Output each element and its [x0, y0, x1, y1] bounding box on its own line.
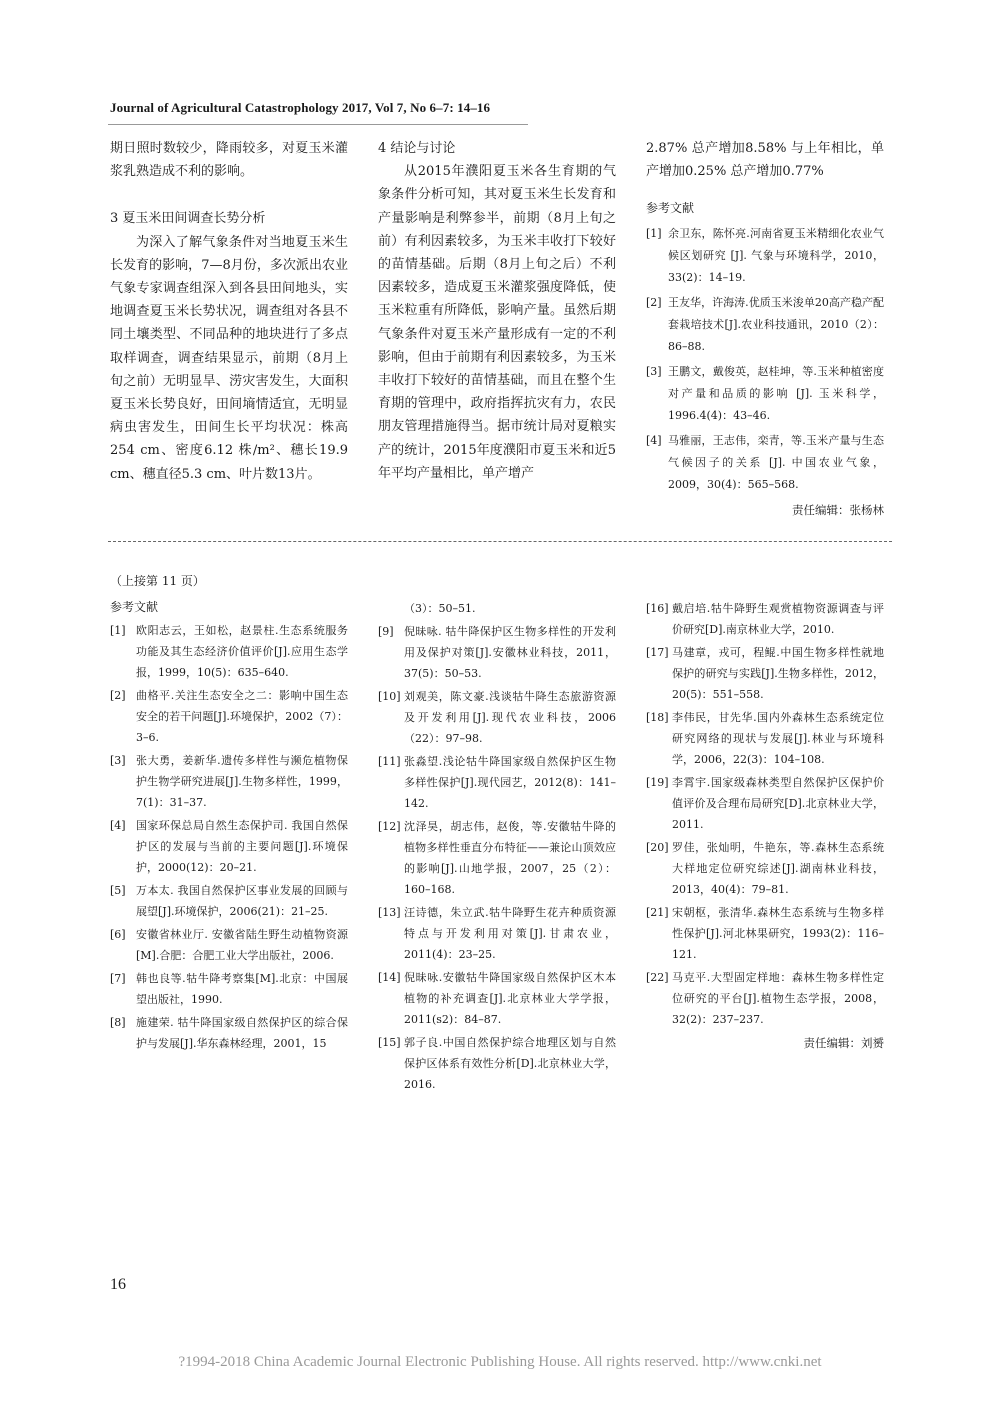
reference-text: 倪昧咏.安徽牯牛降国家级自然保护区木本植物的补充调查[J].北京林业大学学报，2011(s2)：84–87. [404, 971, 616, 1026]
reference-item [378, 621, 616, 684]
reference-text: 安徽省林业厅. 安徽省陆生野生动植物资源[M].合肥：合肥工业大学出版社，2006. [136, 928, 348, 962]
reference-item [110, 620, 348, 683]
bottom-column-2 [378, 598, 616, 1097]
references-title: 参考文献 [110, 600, 159, 614]
reference-item [646, 707, 884, 770]
reference-item [646, 902, 884, 965]
reference-item [646, 772, 884, 835]
reference-item [110, 750, 348, 813]
reference-text: 沈泽昊，胡志伟，赵俊，等.安徽牯牛降的植物多样性垂直分布特征——兼论山顶效应的影响[J].山地学报，2007，25（2）：160–168. [404, 820, 616, 896]
reference-text: 戴启培.牯牛降野生观赏植物资源调查与评价研究[D].南京林业大学，2010. [672, 602, 884, 636]
reference-item [378, 751, 616, 814]
section-4-title: 4 结论与讨论 [378, 141, 456, 156]
top-column-1 [110, 137, 348, 486]
reference-item [378, 686, 616, 749]
reference-item [646, 837, 884, 900]
reference-text: 倪昧咏. 牯牛降保护区生物多样性的开发利用及保护对策[J].安徽林业科技，2011，37(5)：50–53. [404, 625, 616, 680]
reference-number: [1] [110, 624, 126, 637]
continued-paragraph: 期日照时数较少，降雨较多，对夏玉米灌浆乳熟造成不利的影响。 [110, 141, 348, 180]
reference-number: [2] [110, 689, 126, 702]
reference-number: [21] [646, 906, 669, 919]
section-4-paragraph: 从2015年濮阳夏玉米各生育期的气象条件分析可知，其对夏玉米生长发育和产量影响是利弊参半，前期（8月上旬之前）有利因素较多，为玉米丰收打下较好的苗情基础。后期（8月上旬之后）不利因素较多，造成夏玉米灌浆强度降低，使玉米粒重有所降低，影响产量。虽然后期气象条件对夏玉米产量形成有一定的不利影响，但由于前期有利因素较多，为玉米丰收打下较好的苗情基础，而且在整个生育期的管理中，政府指挥抗灾有力，农民朋友管理措施得当。据市统计局对夏粮实产的统计，2015年度濮阳市夏玉米和近5年平均产量相比，单产增产 [378, 164, 616, 481]
reference-text: 马雅丽，王志伟，栾青，等.玉米产量与生态气候因子的关系 [J]. 中国农业气象，2009，30(4)：565–568. [668, 434, 884, 492]
reference-number: [17] [646, 646, 669, 659]
reference-number: [2] [646, 296, 662, 310]
bottom-column-3 [646, 598, 884, 1054]
reference-item [646, 223, 884, 289]
reference-text: 李伟民，甘先华.国内外森林生态系统定位研究网络的现状与发展[J].林业与环境科学，2006，22(3)：104–108. [672, 711, 884, 766]
reference-number: [10] [378, 690, 401, 703]
reference-text: 施建荣. 牯牛降国家级自然保护区的综合保护与发展[J].华东森林经理，2001，15 [136, 1016, 348, 1050]
section-divider [108, 541, 892, 542]
running-head: Journal of Agricultural Catastrophology 2017, Vol 7, No 6–7: 14–16 [110, 100, 491, 115]
bottom-column-1 [110, 570, 348, 1056]
section-3-paragraph: 为深入了解气象条件对当地夏玉米生长发育的影响，7—8月份，多次派出农业气象专家调查组深入到各县田间地头，实地调查夏玉米长势状况，调查组对各县不同土壤类型、不同品种的地块进行了多点取样调查，调查结果显示，前期（8月上旬之前）无明显旱、涝灾害发生，大面积夏玉米长势良好，田间墒情适宜，无明显病虫害发生，田间生长平均状况：株高254 cm、密度6.12 株/m²、穗长19.9 cm、穗直径5.3 cm、叶片数13片。 [110, 234, 348, 482]
reference-text: 王鹏文，戴俊英，赵桂坤，等.玉米种植密度对产量和品质的影响 [J]. 玉米科学，1996.4(4)：43–46. [668, 365, 884, 423]
reference-text: 马克平.大型固定样地：森林生物多样性定位研究的平台[J].植物生态学报，2008，32(2)：237–237. [672, 971, 884, 1026]
reference-number: [3] [110, 754, 126, 767]
reference-item [646, 967, 884, 1030]
page-number: 16 [110, 1276, 126, 1293]
reference-number: [6] [110, 928, 126, 941]
reference-number: [5] [110, 884, 126, 897]
header-rule [108, 124, 528, 125]
top-column-3 [646, 137, 884, 521]
continued-paragraph: 2.87% 总产增加8.58% 与上年相比，单产增加0.25% 总产增加0.77% [646, 141, 884, 180]
reference-item [646, 642, 884, 705]
reference-item [646, 430, 884, 496]
reference-number: [19] [646, 776, 669, 789]
references-title: 参考文献 [646, 201, 695, 216]
reference-item [378, 1032, 616, 1095]
reference-number: [4] [110, 819, 126, 832]
reference-item [378, 967, 616, 1030]
reference-number: [18] [646, 711, 669, 724]
reference-number: [4] [646, 434, 662, 448]
reference-item [378, 902, 616, 965]
reference-text: 王友华，许海涛.优质玉米浚单20高产稳产配套栽培技术[J].农业科技通讯，2010（2）：86–88. [668, 296, 884, 354]
reference-text: 余卫东，陈怀亮.河南省夏玉米精细化农业气候区划研究 [J]. 气象与环境科学，2010，33(2)：14–19. [668, 227, 884, 285]
reference-number: [12] [378, 820, 401, 833]
reference-item [378, 816, 616, 900]
reference-text: 汪诗德，朱立武.牯牛降野生花卉种质资源特点与开发利用对策[J].甘肃农业，2011(4)：23–25. [404, 906, 616, 961]
reference-item [110, 968, 348, 1010]
reference-number: [3] [646, 365, 662, 379]
reference-number: [15] [378, 1036, 401, 1049]
reference-number: [13] [378, 906, 401, 919]
reference-item [646, 361, 884, 427]
reference-number: [1] [646, 227, 662, 241]
reference-number: [16] [646, 602, 669, 615]
reference-number: [20] [646, 841, 669, 854]
top-column-2 [378, 137, 616, 485]
reference-continuation: （3）：50–51. [404, 602, 476, 615]
reference-text: 张淼望.浅论牯牛降国家级自然保护区生物多样性保护[J].现代园艺，2012(8)：141–142. [404, 755, 616, 810]
reference-number: [22] [646, 971, 669, 984]
reference-item [110, 815, 348, 878]
reference-number: [7] [110, 972, 126, 985]
reference-item [646, 292, 884, 358]
responsible-editor: 责任编辑：张杨林 [792, 503, 884, 518]
reference-text: 刘观美，陈文豪.浅谈牯牛降生态旅游资源及开发利用[J].现代农业科技，2006（22）：97–98. [404, 690, 616, 745]
reference-number: [14] [378, 971, 401, 984]
reference-text: 宋朝枢，张清华.森林生态系统与生物多样性保护[J].河北林果研究，1993(2)：116–121. [672, 906, 884, 961]
reference-item [110, 685, 348, 748]
reference-item [110, 1012, 348, 1054]
section-3-title: 3 夏玉米田间调查长势分析 [110, 211, 266, 227]
reference-text: 万本太. 我国自然保护区事业发展的回顾与展望[J].环境保护，2006(21)：21–25. [136, 884, 348, 918]
reference-number: [9] [378, 625, 394, 638]
reference-text: 韩也良等.牯牛降考察集[M].北京：中国展望出版社，1990. [136, 972, 348, 1006]
reference-text: 李霄宇.国家级森林类型自然保护区保护价值评价及合理布局研究[D].北京林业大学，2011. [672, 776, 884, 831]
reference-text: 郭子良.中国自然保护综合地理区划与自然保护区体系有效性分析[D].北京林业大学，2016. [404, 1036, 616, 1091]
reference-text: 罗佳，张灿明，牛艳东，等.森林生态系统大样地定位研究综述[J].湖南林业科技，2013，40(4)：79–81. [672, 841, 884, 896]
reference-item [110, 924, 348, 966]
reference-item [646, 598, 884, 640]
reference-text: 张大勇，姜新华.遗传多样性与濒危植物保护生物学研究进展[J].生物多样性，1999，7(1)：31–37. [136, 754, 348, 809]
reference-text: 国家环保总局自然生态保护司. 我国自然保护区的发展与当前的主要问题[J].环境保护，2000(12)：20–21. [136, 819, 348, 874]
reference-text: 曲格平.关注生态安全之二：影响中国生态安全的若干问题[J].环境保护，2002（7）：3–6. [136, 689, 348, 744]
reference-item [110, 880, 348, 922]
reference-number: [8] [110, 1016, 126, 1029]
reference-text: 马建章，戎可，程鲲.中国生物多样性就地保护的研究与实践[J].生物多样性，2012，20(5)：551–558. [672, 646, 884, 701]
reference-text: 欧阳志云，王如松，赵景柱.生态系统服务功能及其生态经济价值评价[J].应用生态学报，1999，10(5)：635–640. [136, 624, 348, 679]
continued-from-note: （上接第 11 页） [110, 574, 205, 588]
copyright-footer: ?1994-2018 China Academic Journal Electronic Publishing House. All rights reserved. http://www.cnki.net [178, 1354, 822, 1370]
responsible-editor: 责任编辑：刘赟 [803, 1036, 884, 1050]
reference-number: [11] [378, 755, 401, 768]
